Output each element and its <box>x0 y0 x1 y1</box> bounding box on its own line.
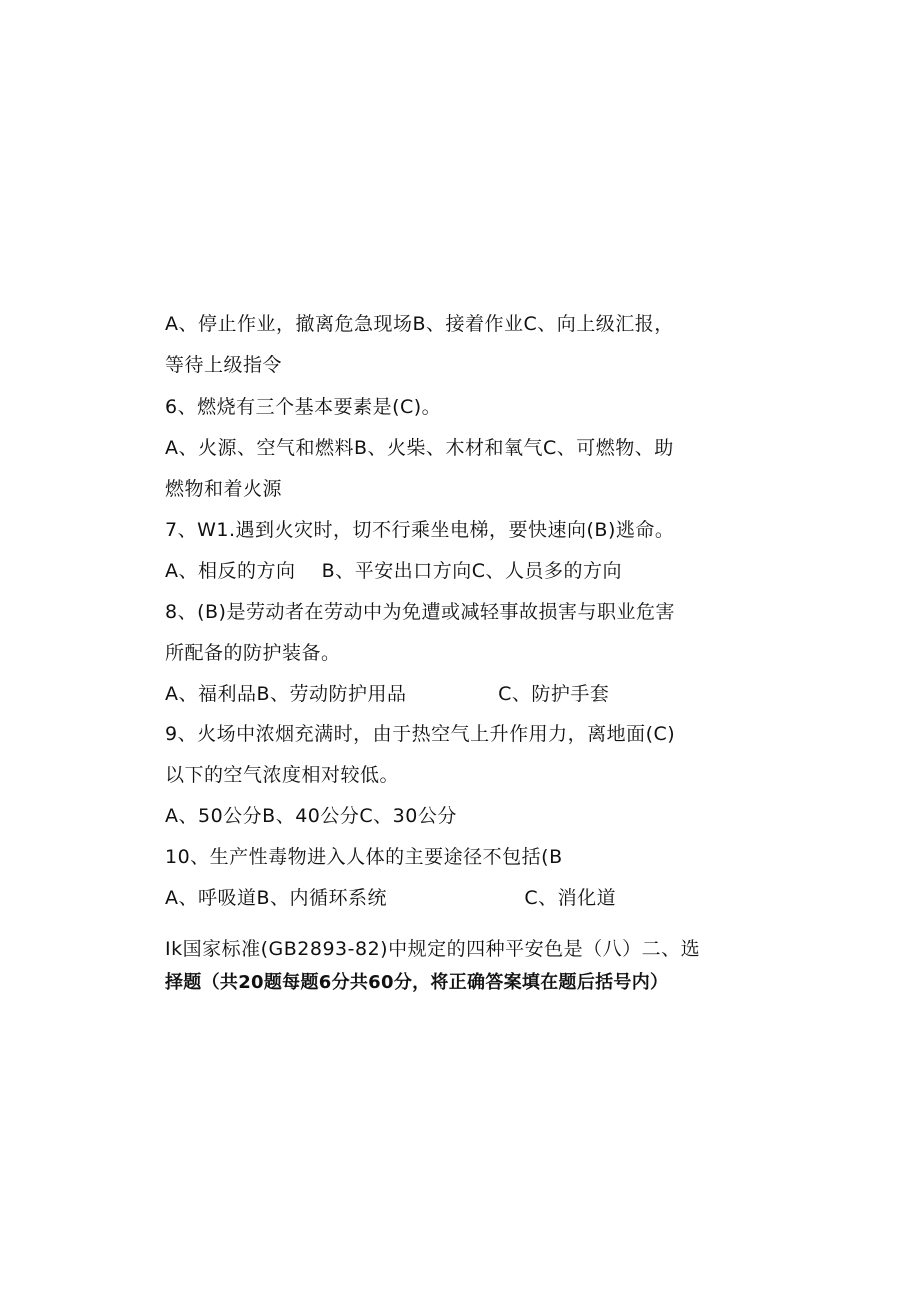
question-8: 8、(B)是劳动者在劳动中为免遭或减轻事故损害与职业危害 <box>165 601 675 623</box>
question-7: 7、W1.遇到火灾时，切不行乘坐电梯，要快速向(B)逃命。 <box>165 519 675 541</box>
option-line-q5-cont: 等待上级指令 <box>165 354 283 376</box>
question-10: 10、生产性毒物进入人体的主要途径不包括(B <box>165 846 563 868</box>
option-line-q6-cont: 燃物和着火源 <box>165 478 283 500</box>
option-line-q6: A、火源、空气和燃料B、火柴、木材和氧气C、可燃物、助 <box>165 437 674 459</box>
question-9-cont: 以下的空气浓度相对较低。 <box>165 764 400 786</box>
option-line-q5: A、停止作业，撤离危急现场B、接着作业C、向上级汇报， <box>165 313 674 335</box>
question-8-cont: 所配备的防护装备。 <box>165 642 341 664</box>
section-heading: 择题（共20题每题6分共60分，将正确答案填在题后括号内） <box>165 972 669 993</box>
option-line-q9: A、50公分B、40公分C、30公分 <box>165 805 457 827</box>
question-6: 6、燃烧有三个基本要素是(C)。 <box>165 396 442 418</box>
question-9: 9、火场中浓烟充满时，由于热空气上升作用力，离地面(C) <box>165 723 676 745</box>
option-line-q7: A、相反的方向 B、平安出口方向C、人员多的方向 <box>165 560 622 582</box>
question-11: Ik国家标准(GB2893-82)中规定的四种平安色是（八）二、选 <box>165 938 701 960</box>
option-line-q10: A、呼吸道B、内循环系统 C、消化道 <box>165 887 617 909</box>
option-line-q8: A、福利品B、劳动防护用品 C、防护手套 <box>165 683 610 705</box>
